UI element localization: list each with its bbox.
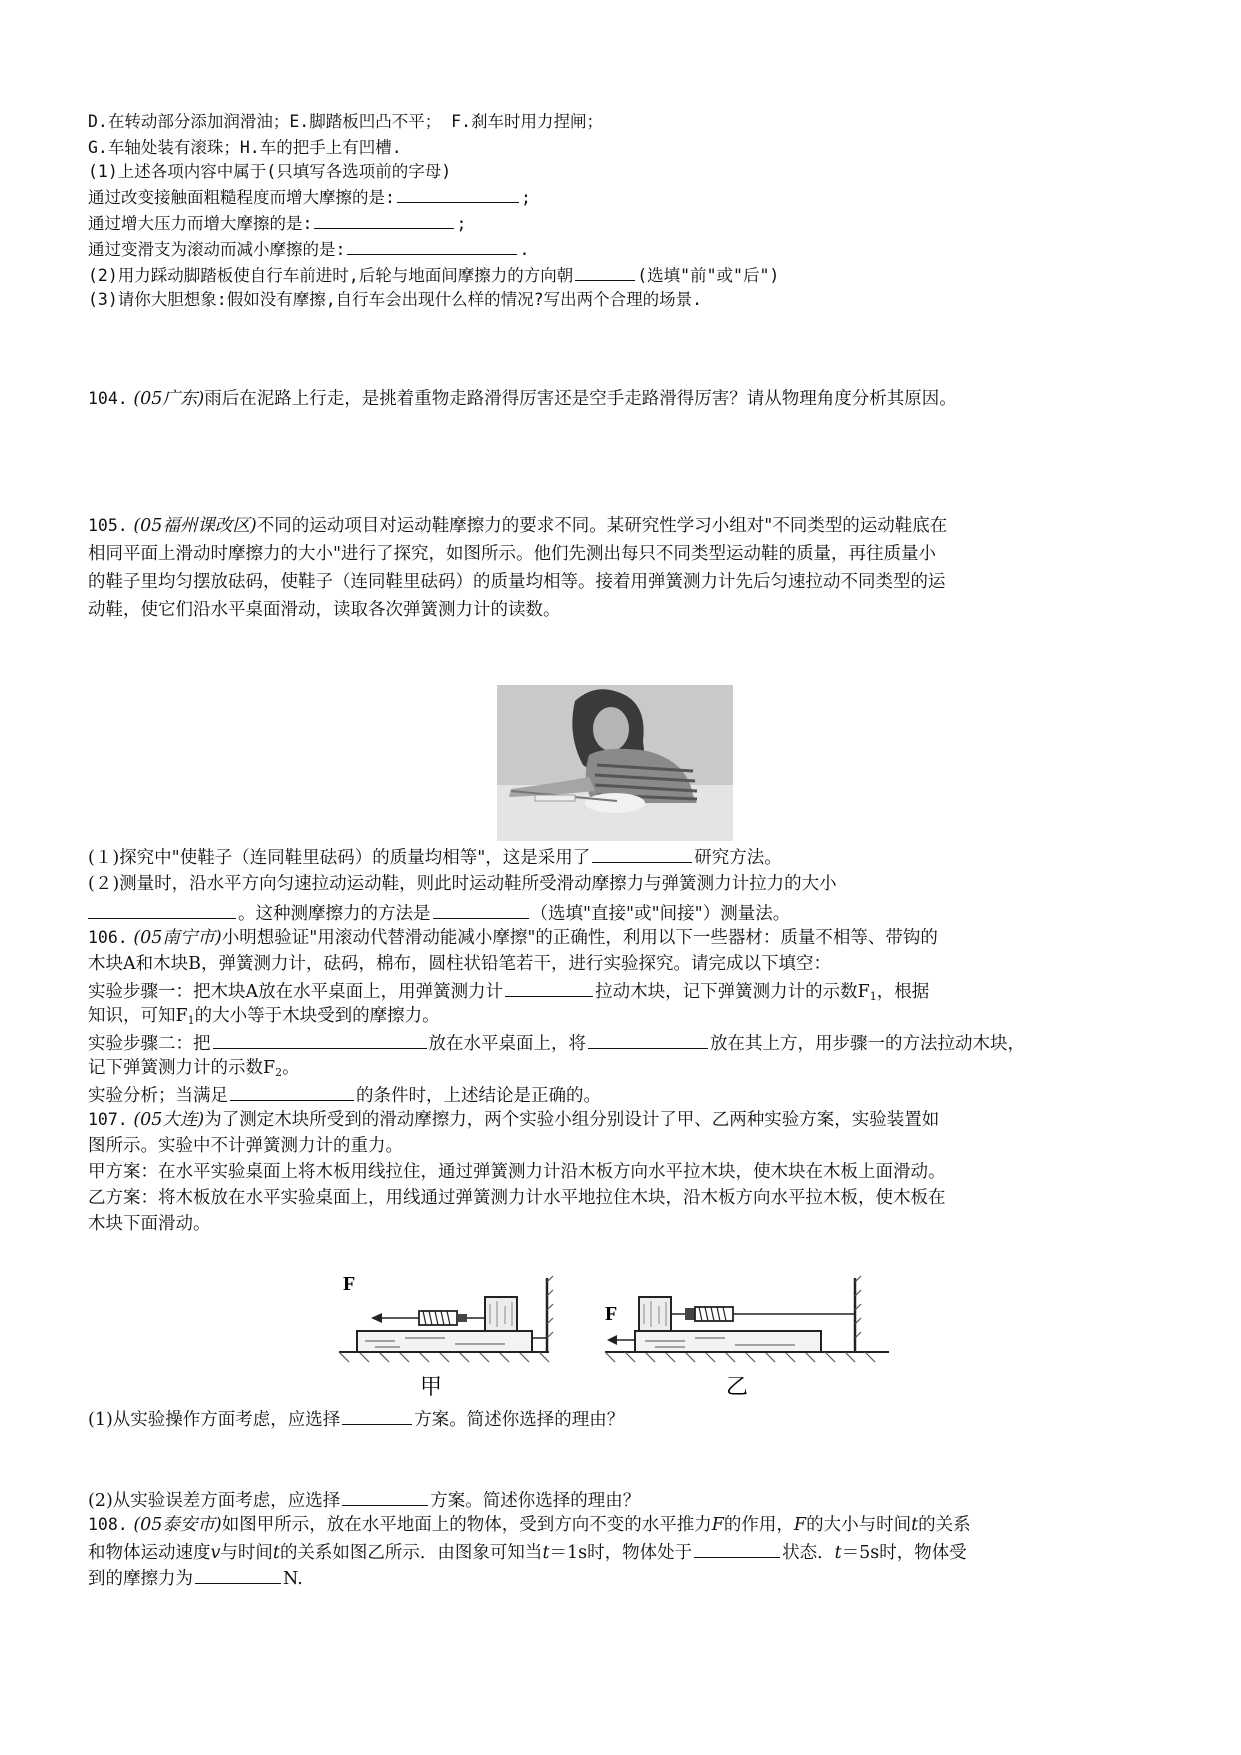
step-text: 记下弹簧测力计的示数F [88, 1058, 276, 1078]
question-106-line-2: 木块A和木块B，弹簧测力计，砝码，棉布，圆柱状铅笔若干，进行实验探究。请完成以下填空： [88, 954, 831, 974]
question-source: (05福州课改区) [133, 516, 257, 536]
answer-blank[interactable] [505, 978, 593, 997]
answer-blank[interactable] [433, 900, 529, 919]
question-text: N. [283, 1569, 303, 1589]
subq-text-end: 研究方法。 [694, 848, 782, 868]
step-text: 拉动木块，记下弹簧测力计的示数F [595, 982, 870, 1002]
question-107-plan-yi: 乙方案：将木板放在水平实验桌面上，用线通过弹簧测力计水平地拉住木块，沿木板方向水平拉木板，使木板在 [88, 1188, 946, 1208]
answer-label: 通过增大压力而增大摩擦的是: [88, 214, 313, 233]
question-107-subq-1 [88, 1406, 624, 1432]
question-source: (05大连) [133, 1110, 205, 1130]
answer-blank[interactable] [342, 1406, 412, 1425]
question-105-subq-1 [88, 844, 782, 870]
var-F: F [711, 1515, 724, 1535]
question-text: 的大小与时间 [806, 1515, 912, 1535]
subq-text-end: 方案。简述你选择的理由？ [414, 1410, 625, 1430]
answer-line-roughness: 通过改变接触面粗糙程度而增大摩擦的是: ; [88, 184, 531, 210]
answer-blank[interactable] [347, 236, 517, 255]
question-text: 状态． [782, 1543, 835, 1563]
question-number: 104. [88, 389, 128, 408]
subscript: 1 [187, 1014, 195, 1027]
step-text: 放在其上方，用步骤一的方法拉动木块， [710, 1034, 1025, 1054]
question-105-subq-2-cont [88, 900, 790, 926]
var-v: v [210, 1543, 221, 1563]
question-107-line-2: 图所示。实验中不计弹簧测力计的重力。 [88, 1136, 403, 1156]
question-106-step-2 [88, 1030, 1025, 1056]
diagram-label-jia: 甲 [419, 1375, 443, 1400]
question-105-subq-2: (２)测量时，沿水平方向匀速拉动运动鞋，则此时运动鞋所受滑动摩擦力与弹簧测力计拉力的大小 [88, 874, 837, 894]
question-number: 106. [88, 928, 128, 947]
analysis-text: 的条件时，上述结论是正确的。 [356, 1086, 601, 1106]
step-text: 实验步骤二：把 [88, 1034, 211, 1054]
subq-3: (3)请你大胆想象:假如没有摩擦,自行车会出现什么样的情况?写出两个合理的场景. [88, 290, 703, 309]
answer-blank[interactable] [230, 1082, 354, 1101]
question-107-subq-2 [88, 1487, 640, 1513]
subscript: 2 [275, 1066, 283, 1079]
question-source: (05广东) [133, 389, 205, 409]
question-number: 108. [88, 1515, 128, 1534]
answer-blank[interactable] [213, 1030, 427, 1049]
step-text: ，根据 [876, 982, 930, 1002]
step-text: 放在水平桌面上，将 [428, 1034, 586, 1054]
question-106-line-1 [88, 926, 938, 950]
answer-blank[interactable] [397, 184, 519, 203]
question-106-analysis [88, 1082, 601, 1108]
step-text: 。 [282, 1058, 300, 1078]
step-text: 的大小等于木块受到的摩擦力。 [194, 1006, 440, 1026]
step-text: 知识，可知F [88, 1006, 188, 1026]
question-107-plan-jia: 甲方案：在水平实验桌面上将木板用线拉住，通过弹簧测力计沿木板方向水平拉木块，使木块在木板上面滑动。 [88, 1162, 946, 1182]
question-text: 的作用， [723, 1515, 794, 1535]
var-t: t [834, 1543, 842, 1563]
question-text: 和物体运动速度 [88, 1543, 211, 1563]
question-number: 107. [88, 1110, 128, 1129]
subq-text: 。这种测摩擦力的方法是 [238, 904, 431, 924]
question-105-line-4: 动鞋，使它们沿水平桌面滑动，读取各次弹簧测力计的读数。 [88, 600, 561, 620]
question-106-step-2-cont [88, 1056, 300, 1085]
force-label: F [343, 1273, 356, 1295]
analysis-text: 实验分析；当满足 [88, 1086, 228, 1106]
question-108-line-1 [88, 1513, 971, 1537]
question-108-line-2 [88, 1539, 967, 1565]
question-text: 为了测定木块所受到的滑动摩擦力，两个实验小组分别设计了甲、乙两种实验方案，实验装置如 [204, 1110, 940, 1130]
answer-blank[interactable] [88, 900, 236, 919]
question-107-plan-yi-cont: 木块下面滑动。 [88, 1214, 211, 1234]
answer-blank[interactable] [342, 1487, 428, 1506]
diagram-label-yi: 乙 [725, 1375, 749, 1400]
option-d-line: D.在转动部分添加润滑油；E.脚踏板凹凸不平； F.刹车时用力捏闸； [88, 112, 604, 131]
answer-blank[interactable] [592, 844, 692, 863]
answer-blank[interactable] [588, 1030, 708, 1049]
question-text: 小明想验证"用滚动代替滑动能减小摩擦"的正确性，利用以下一些器材：质量不相等、带钩的 [221, 928, 938, 948]
var-t: t [542, 1543, 550, 1563]
girl-pulling-shoe-photo [497, 685, 733, 841]
answer-line-pressure: 通过增大压力而增大摩擦的是: ; [88, 210, 466, 236]
question-106-step-1-cont [88, 1004, 440, 1033]
question-text: 的关系如图乙所示．由图象可知当 [279, 1543, 543, 1563]
question-107-line-1 [88, 1108, 939, 1132]
question-text: 如图甲所示，放在水平地面上的物体，受到方向不变的水平推力 [221, 1515, 712, 1535]
question-text: 的关系 [918, 1515, 971, 1535]
subq-text: (１)探究中"使鞋子（连同鞋里砝码）的质量均相等"，这是采用了 [88, 848, 591, 868]
question-source: (05泰安市) [133, 1515, 222, 1535]
question-104 [88, 387, 957, 411]
question-text: 到的摩擦力为 [88, 1569, 193, 1589]
answer-label: 通过改变接触面粗糙程度而增大摩擦的是: [88, 188, 395, 207]
subq-2 [88, 262, 779, 288]
question-text: ＝1s时，物体处于 [549, 1543, 693, 1563]
question-text: 不同的运动项目对运动鞋摩擦力的要求不同。某研究性学习小组对"不同类型的运动鞋底在 [256, 516, 948, 536]
answer-label: 通过变滑支为滚动而减小摩擦的是: [88, 240, 346, 259]
answer-line-rolling: 通过变滑支为滚动而减小摩擦的是: . [88, 236, 529, 262]
var-t: t [911, 1515, 919, 1535]
question-105-line-1 [88, 514, 947, 538]
var-F: F [793, 1515, 807, 1535]
answer-blank[interactable] [694, 1539, 780, 1558]
subq-text: (1)从实验操作方面考虑，应选择 [88, 1410, 341, 1430]
step-text: 实验步骤一：把木块A放在水平桌面上，用弹簧测力计 [88, 982, 504, 1002]
subq-text: (2)从实验误差方面考虑，应选择 [88, 1491, 341, 1511]
subq-text-end: 方案。简述你选择的理由？ [430, 1491, 641, 1511]
answer-blank[interactable] [195, 1565, 281, 1584]
subq-2-text: (2)用力踩动脚踏板使自行车前进时,后轮与地面间摩擦力的方向朝 [88, 266, 574, 285]
option-g-line: G.车轴处装有滚珠；H.车的把手上有凹槽. [88, 138, 402, 157]
question-105-line-2: 相同平面上滑动时摩擦力的大小"进行了探究，如图所示。他们先测出每只不同类型运动鞋的质量，再往质量小 [88, 544, 937, 564]
subq-2-hint: (选填"前"或"后") [637, 266, 780, 285]
subq-1: (1)上述各项内容中属于(只填写各选项前的字母) [88, 162, 452, 181]
diagram-jia [339, 1273, 553, 1400]
question-text: 与时间 [220, 1543, 273, 1563]
subq-hint: （选填"直接"或"间接"）测量法。 [530, 904, 791, 924]
question-text: ＝5s时，物体受 [841, 1543, 967, 1563]
question-105-line-3: 的鞋子里均匀摆放砝码，使鞋子（连同鞋里砝码）的质量均相等。接着用弹簧测力计先后匀速拉动不同类型的运 [88, 572, 946, 592]
force-label: F [605, 1303, 618, 1325]
answer-blank[interactable] [575, 262, 635, 281]
question-108-line-3 [88, 1565, 303, 1591]
var-t: t [272, 1543, 280, 1563]
question-number: 105. [88, 516, 128, 535]
subscript: 1 [869, 990, 877, 1003]
diagram-yi [605, 1276, 889, 1400]
experiment-diagram [335, 1268, 895, 1403]
question-text: 雨后在泥路上行走，是挑着重物走路滑得厉害还是空手走路滑得厉害？请从物理角度分析其原因。 [204, 389, 957, 409]
answer-blank[interactable] [314, 210, 454, 229]
question-source: (05南宁市) [133, 928, 222, 948]
